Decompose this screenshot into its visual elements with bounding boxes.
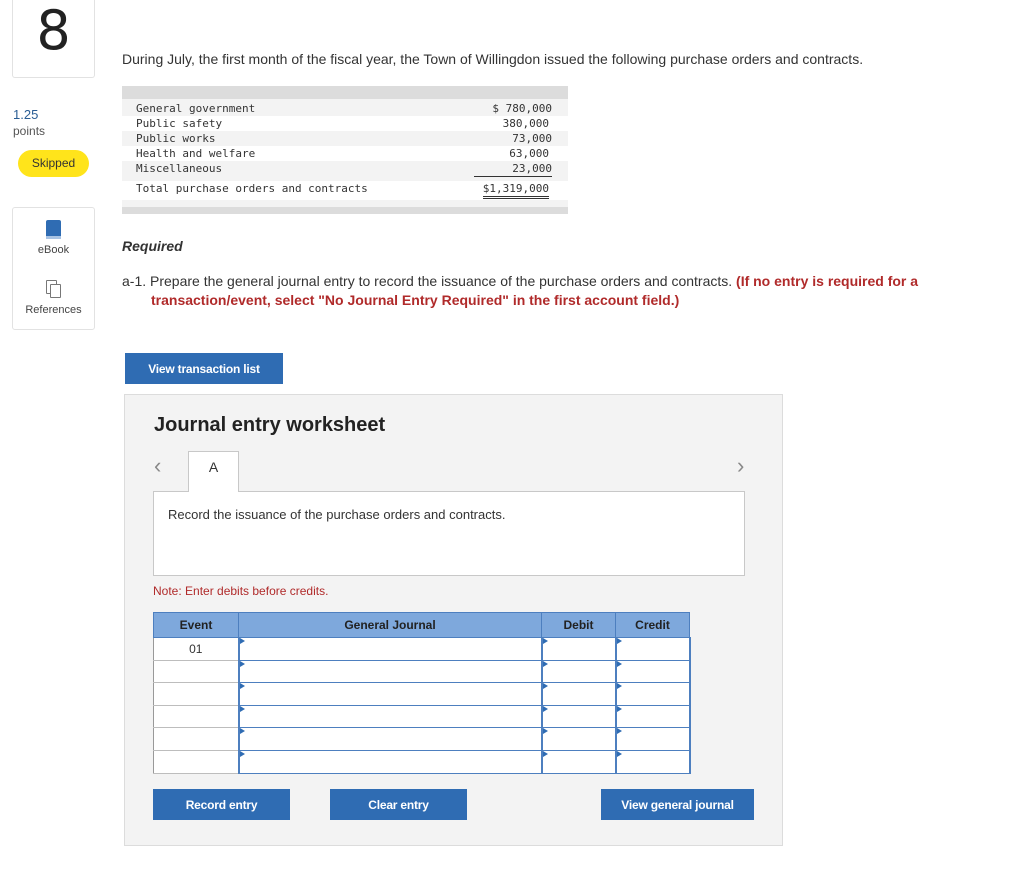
- references-label: References: [25, 304, 82, 316]
- table-row: [136, 101, 552, 116]
- row-amount: 63,000: [509, 147, 549, 160]
- account-input[interactable]: [239, 638, 542, 661]
- ebook-link[interactable]: [13, 220, 94, 256]
- event-cell: [154, 660, 239, 683]
- table-row: [122, 116, 568, 131]
- credit-column-header: Credit: [616, 613, 690, 638]
- event-cell: [154, 683, 239, 706]
- total-label: Total purchase orders and contracts: [136, 182, 368, 195]
- row-amount: 73,000: [512, 132, 552, 145]
- chevron-left-icon[interactable]: ‹: [154, 453, 162, 478]
- worksheet-title: Journal entry worksheet: [154, 414, 386, 436]
- record-entry-button[interactable]: Record entry: [153, 789, 290, 820]
- debit-credit-note: Note: Enter debits before credits.: [153, 584, 329, 598]
- event-column-header: Event: [154, 613, 239, 638]
- problem-prompt: During July, the first month of the fiscal year, the Town of Willingdon issued the following purchase orders and contracts.: [122, 51, 864, 67]
- journal-grid: [153, 612, 691, 774]
- instruction-note: (If no entry is required for a: [736, 273, 919, 289]
- instruction-note-cont: transaction/event, select "No Journal Entry Required" in the first account field.): [151, 292, 680, 308]
- view-general-journal-button[interactable]: View general journal: [601, 789, 754, 820]
- total-row: [122, 181, 568, 200]
- general-journal-column-header: General Journal: [239, 613, 542, 638]
- row-label: Miscellaneous: [136, 162, 223, 175]
- credit-input[interactable]: [616, 683, 690, 706]
- points-value: 1.25: [13, 107, 39, 122]
- credit-input[interactable]: [616, 660, 690, 683]
- entry-description: Record the issuance of the purchase orders and contracts.: [168, 507, 506, 522]
- table-row: [154, 683, 690, 706]
- row-amount: 380,000: [502, 117, 549, 130]
- clear-entry-button[interactable]: Clear entry: [330, 789, 467, 820]
- table-row: [122, 146, 568, 161]
- event-cell: [154, 728, 239, 751]
- row-label: Public works: [136, 132, 216, 145]
- debit-input[interactable]: [542, 638, 616, 661]
- tab-a[interactable]: A: [188, 451, 239, 492]
- view-transaction-list-button[interactable]: View transaction list: [125, 353, 283, 384]
- table-row: [154, 750, 690, 773]
- account-input[interactable]: [239, 750, 542, 773]
- entry-description-box: [153, 491, 745, 576]
- row-label: General government: [136, 102, 256, 115]
- copy-icon: [46, 280, 62, 299]
- row-label: Health and welfare: [136, 147, 256, 160]
- debit-input[interactable]: [542, 750, 616, 773]
- credit-input[interactable]: [616, 638, 690, 661]
- debit-column-header: Debit: [542, 613, 616, 638]
- row-amount: $ 780,000: [492, 102, 552, 115]
- account-input[interactable]: [239, 660, 542, 683]
- table-row: [154, 728, 690, 751]
- table-row: [154, 638, 690, 661]
- purchase-orders-table: [122, 86, 568, 214]
- book-icon: [46, 220, 61, 239]
- required-heading: Required: [122, 238, 183, 254]
- account-input[interactable]: [239, 683, 542, 706]
- account-input[interactable]: [239, 728, 542, 751]
- table-row: [154, 660, 690, 683]
- event-cell: 01: [154, 638, 239, 661]
- points-label: points: [13, 124, 46, 138]
- table-row: [136, 131, 552, 146]
- debit-input[interactable]: [542, 683, 616, 706]
- account-input[interactable]: [239, 705, 542, 728]
- table-row: [154, 705, 690, 728]
- row-label: Public safety: [136, 117, 223, 130]
- table-row: [136, 161, 552, 176]
- question-number: 8: [12, 0, 95, 78]
- credit-input[interactable]: [616, 728, 690, 751]
- debit-input[interactable]: [542, 728, 616, 751]
- references-link[interactable]: [13, 280, 94, 316]
- debit-input[interactable]: [542, 705, 616, 728]
- credit-input[interactable]: [616, 705, 690, 728]
- instruction: [122, 272, 1012, 310]
- total-amount: $1,319,000: [483, 182, 549, 199]
- event-cell: [154, 750, 239, 773]
- debit-input[interactable]: [542, 660, 616, 683]
- resources-panel: [12, 207, 95, 330]
- journal-entry-worksheet: [124, 394, 783, 846]
- instruction-text: a-1. Prepare the general journal entry to record the issuance of the purchase orders and contracts.: [122, 273, 733, 289]
- row-amount: 23,000: [474, 162, 552, 177]
- ebook-label: eBook: [37, 244, 70, 256]
- status-badge: Skipped: [18, 150, 89, 177]
- credit-input[interactable]: [616, 750, 690, 773]
- event-cell: [154, 705, 239, 728]
- chevron-right-icon[interactable]: ›: [737, 453, 745, 478]
